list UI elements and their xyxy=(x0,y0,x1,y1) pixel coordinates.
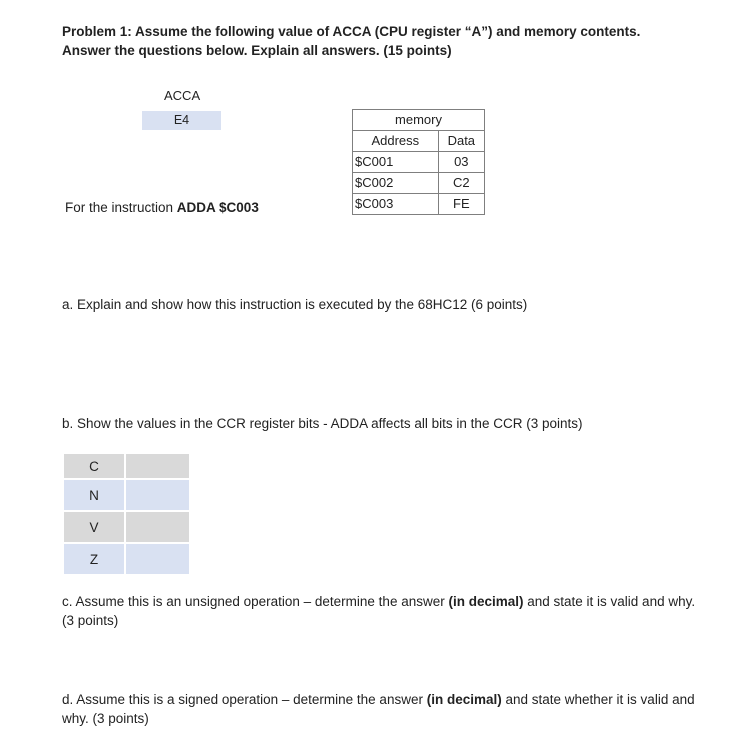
ccr-bit-value[interactable] xyxy=(126,454,189,478)
memory-row xyxy=(353,152,485,173)
ccr-bit-label: N xyxy=(64,480,124,510)
question-d-pre: d. Assume this is a signed operation – determine the answer xyxy=(62,692,427,707)
ccr-row xyxy=(64,480,189,510)
memory-row xyxy=(353,173,485,194)
question-b: b. Show the values in the CCR register bits - ADDA affects all bits in the CCR (3 points) xyxy=(62,416,583,431)
question-d xyxy=(62,690,702,728)
question-d-post: and state whether it is valid and why. (3 points) xyxy=(62,692,695,726)
question-c-pre: c. Assume this is an unsigned operation – determine the answer xyxy=(62,594,449,609)
memory-header-data: Data xyxy=(438,131,484,152)
question-d-bold: (in decimal) xyxy=(426,692,502,707)
instruction-line xyxy=(65,200,259,215)
ccr-row xyxy=(64,512,189,542)
problem-heading xyxy=(62,22,640,60)
ccr-bit-value[interactable] xyxy=(126,544,189,574)
ccr-table xyxy=(62,452,191,576)
problem-heading-line1: Problem 1: Assume the following value of ACCA (CPU register “A”) and memory contents. xyxy=(62,24,641,39)
acca-value: E4 xyxy=(142,111,221,130)
ccr-row xyxy=(64,454,189,478)
memory-row xyxy=(353,194,485,215)
question-a: a. Explain and show how this instruction is executed by the 68HC12 (6 points) xyxy=(62,297,528,312)
instruction-code: ADDA $C003 xyxy=(176,200,259,215)
memory-data: 03 xyxy=(438,152,484,173)
memory-title: memory xyxy=(353,110,485,131)
question-c xyxy=(62,592,702,630)
ccr-bit-label: C xyxy=(64,454,124,478)
ccr-row xyxy=(64,544,189,574)
memory-address: $C001 xyxy=(353,152,439,173)
ccr-bit-label: Z xyxy=(64,544,124,574)
question-c-bold: (in decimal) xyxy=(448,594,524,609)
acca-label: ACCA xyxy=(164,88,201,103)
instruction-prefix: For the instruction xyxy=(65,200,177,215)
memory-address: $C003 xyxy=(353,194,439,215)
problem-heading-line2: Answer the questions below. Explain all answers. (15 points) xyxy=(62,43,452,58)
ccr-bit-label: V xyxy=(64,512,124,542)
memory-data: FE xyxy=(438,194,484,215)
ccr-bit-value[interactable] xyxy=(126,512,189,542)
question-c-post: and state it is valid and why. (3 points) xyxy=(62,594,696,628)
memory-table xyxy=(352,109,485,215)
memory-address: $C002 xyxy=(353,173,439,194)
ccr-bit-value[interactable] xyxy=(126,480,189,510)
memory-data: C2 xyxy=(438,173,484,194)
memory-header-address: Address xyxy=(353,131,439,152)
